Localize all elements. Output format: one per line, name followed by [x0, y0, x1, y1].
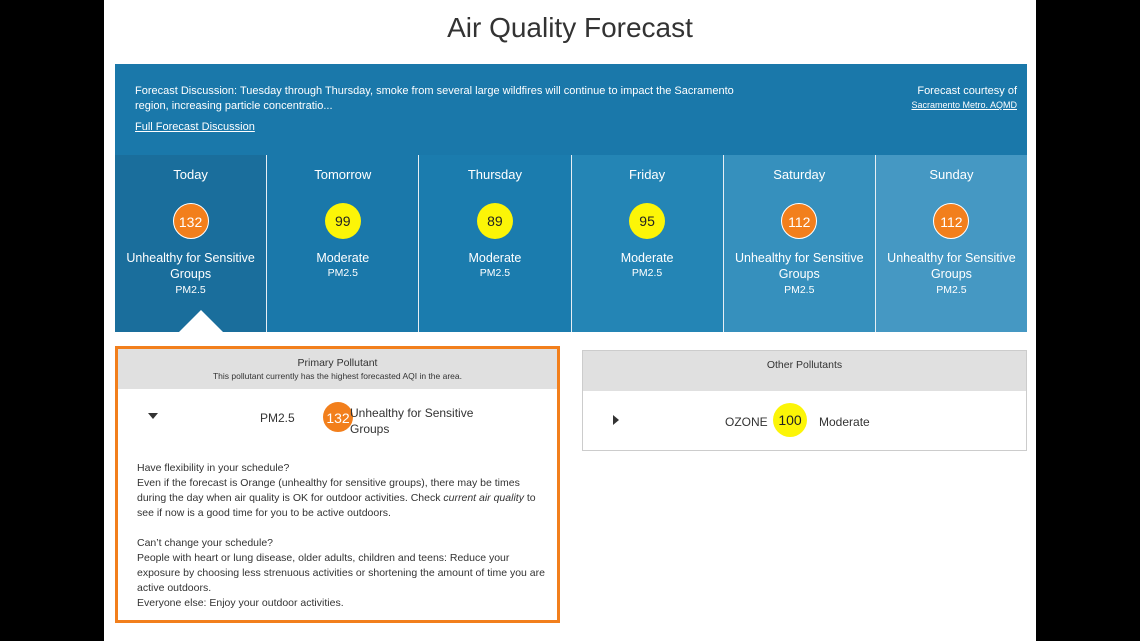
day-tile-friday[interactable]: [571, 155, 723, 332]
aqi-badge: 112: [781, 203, 817, 239]
advice-q2: Can’t change your schedule?: [137, 537, 274, 549]
other-pollutants-heading: Other Pollutants: [583, 351, 1026, 391]
forecast-courtesy: [911, 84, 1017, 112]
selected-day-pointer: [179, 310, 223, 332]
primary-pollutant-subheading: This pollutant currently has the highest forecasted AQI in the area.: [212, 371, 462, 381]
pollutant-label: PM2.5: [479, 267, 511, 279]
aqi-category: Moderate: [468, 251, 522, 265]
pollutant-label: PM2.5: [936, 284, 967, 296]
primary-pollutant-row[interactable]: [118, 389, 557, 449]
primary-pollutant-heading: Primary Pollutant: [297, 357, 378, 369]
page-title: Air Quality Forecast: [447, 12, 693, 43]
pollutant-label: PM2.5: [784, 284, 815, 296]
advice-q1: Have flexibility in your schedule?: [137, 462, 290, 474]
day-tile-saturday[interactable]: [723, 155, 875, 332]
primary-pollutant-header: [118, 349, 557, 389]
pollutant-label: PM2.5: [631, 267, 663, 279]
primary-aqi-badge: 132: [322, 401, 354, 433]
aqi-category: Moderate: [620, 251, 674, 265]
advice-fixed: [137, 536, 547, 611]
other-aqi-category: Moderate: [819, 415, 870, 429]
advice-a2: People with heart or lung disease, older adults, children and teens: Reduce your exposure by choosing less strenuous activities or shortening the amount of time you are active outdoors.: [137, 552, 545, 594]
forecast-discussion-banner: [115, 64, 1027, 155]
pollutant-label: PM2.5: [327, 267, 358, 279]
caret-down-icon[interactable]: [148, 413, 158, 419]
other-pollutant-name: OZONE: [725, 415, 768, 429]
day-name: Today: [173, 167, 208, 182]
advice-a1-before: Even if the forecast is Orange (unhealthy for sensitive groups), there may be times during the day when air quality is OK for outdoor activities. Check: [137, 477, 520, 504]
day-name: Saturday: [773, 167, 826, 182]
day-name: Tomorrow: [314, 167, 372, 182]
forecast-discussion-text: Forecast Discussion: Tuesday through Thursday, smoke from several large wildfires will continue to impact the Sacramento region, increasing particle concentratio...: [135, 85, 734, 112]
day-name: Sunday: [929, 167, 974, 182]
aqi-category: Unhealthy for Sensitive Groups: [735, 251, 864, 281]
primary-pollutant-name: PM2.5: [260, 411, 295, 425]
primary-pollutant-panel: [115, 346, 560, 623]
current-air-quality-link[interactable]: current air quality: [443, 492, 524, 504]
day-tile-sunday[interactable]: [875, 155, 1027, 332]
day-tile-tomorrow[interactable]: [266, 155, 418, 332]
day-name: Friday: [629, 167, 666, 182]
day-tile-today[interactable]: [115, 155, 266, 332]
daily-forecast-strip: [115, 155, 1027, 332]
aqi-category: Unhealthy for Sensitive Groups: [126, 251, 255, 281]
aqi-badge: 112: [933, 203, 969, 239]
forecast-page: [104, 0, 1036, 641]
other-pollutant-row[interactable]: [583, 391, 1026, 451]
aqi-badge: 132: [173, 203, 209, 239]
agency-link[interactable]: Sacramento Metro. AQMD: [911, 100, 1017, 110]
advice-a3: Everyone else: Enjoy your outdoor activities.: [137, 597, 344, 609]
day-tile-thursday[interactable]: [418, 155, 570, 332]
aqi-badge: 99: [325, 203, 361, 239]
aqi-category: Moderate: [316, 251, 370, 265]
aqi-category: Unhealthy for Sensitive Groups: [887, 251, 1016, 281]
pollutant-label: PM2.5: [175, 284, 206, 296]
primary-aqi-category: Unhealthy for Sensitive Groups: [350, 406, 474, 436]
full-forecast-discussion-link[interactable]: Full Forecast Discussion: [135, 121, 255, 133]
aqi-badge: 95: [629, 203, 665, 239]
caret-right-icon[interactable]: [613, 415, 619, 425]
other-pollutants-panel: [582, 350, 1027, 451]
day-name: Thursday: [467, 167, 523, 182]
health-advice: [137, 461, 547, 626]
other-aqi-badge: 100: [773, 403, 807, 437]
advice-a1-after: to see if now is a good time for you to be active outdoors.: [137, 492, 536, 519]
aqi-badge: 89: [477, 203, 513, 239]
courtesy-label: Forecast courtesy of: [917, 85, 1017, 97]
advice-flexible: [137, 461, 547, 521]
